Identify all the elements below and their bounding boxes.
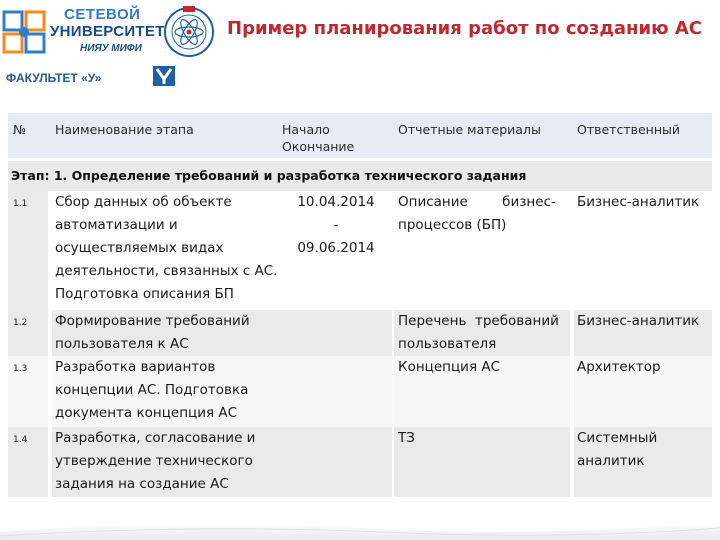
stage-name-line: пользователя к АС — [55, 336, 189, 352]
responsible-line: аналитик — [577, 453, 645, 469]
stage-name-line: Разработка, согласование и — [55, 430, 256, 446]
responsible-line: Бизнес-аналитик — [577, 194, 700, 210]
deliverable-line: Описание бизнес- — [398, 194, 556, 210]
stage-row: Этап: 1. Определение требований и разработка технического задания — [8, 161, 712, 191]
deliverable-line: пользователя — [398, 336, 497, 352]
row-dates — [280, 356, 392, 427]
date-separator: - — [333, 217, 339, 233]
row-responsible — [574, 356, 712, 427]
row-number: 1.2 — [8, 310, 48, 356]
start-date: 10.04.2014 — [297, 194, 375, 210]
row-deliverables — [394, 191, 570, 310]
column-header-end: Окончание — [282, 139, 355, 154]
column-header-number: № — [8, 113, 48, 158]
row-number: 1.4 — [8, 427, 48, 497]
faculty-u-logo-icon — [153, 66, 175, 86]
stage-name-line: автоматизации и — [55, 217, 178, 233]
column-header-responsible: Ответственный — [574, 113, 712, 158]
bottom-decoration — [0, 512, 720, 540]
faculty-label: ФАКУЛЬТЕТ «У» — [6, 71, 102, 85]
university-name — [50, 6, 170, 57]
university-name-line2: УНИВЕРСИТЕТ — [50, 23, 165, 40]
university-name-line3: НИЯУ МИФИ — [80, 43, 142, 54]
column-header-start: Начало — [282, 122, 330, 137]
column-header-dates — [280, 113, 392, 158]
row-responsible — [574, 191, 712, 310]
row-deliverables — [394, 356, 570, 427]
slide-title: Пример планирования работ по созданию АС — [227, 18, 702, 39]
table-row — [8, 191, 712, 310]
responsible-line: Бизнес-аналитик — [577, 313, 700, 329]
row-dates — [280, 310, 392, 356]
row-dates — [280, 427, 392, 497]
university-logo-icon — [2, 10, 46, 54]
row-stage-name — [52, 191, 280, 310]
row-responsible — [574, 310, 712, 356]
stage-name-line: концепции АС. Подготовка — [55, 382, 249, 398]
stage-name-line: утверждение технического — [55, 453, 253, 469]
university-name-line1: СЕТЕВОЙ — [64, 6, 141, 23]
responsible-line: Системный — [577, 430, 658, 446]
deliverable-line: ТЗ — [398, 430, 415, 446]
stage-name-line: задания на создание АС — [55, 476, 229, 492]
row-number: 1.3 — [8, 356, 48, 427]
end-date: 09.06.2014 — [297, 240, 375, 256]
deliverable-line: Концепция АС — [398, 359, 501, 375]
deliverable-line: Перечень требований — [398, 313, 559, 329]
stage-name-line: Разработка вариантов — [55, 359, 216, 375]
table-header-row — [8, 113, 712, 161]
row-stage-name — [52, 427, 280, 497]
table-row — [8, 310, 712, 356]
deliverable-line: процессов (БП) — [398, 217, 507, 233]
row-dates — [280, 191, 392, 310]
table-row — [8, 427, 712, 497]
stage-name-line: документа концепция АС — [55, 405, 238, 421]
column-header-deliverables: Отчетные материалы — [394, 113, 570, 158]
row-number: 1.1 — [8, 191, 48, 310]
responsible-line: Архитектор — [577, 359, 661, 375]
column-header-stage-name: Наименование этапа — [52, 113, 280, 158]
stage-name-line: Формирование требований — [55, 313, 250, 329]
stage-name-line: осуществляемых видах — [55, 240, 224, 256]
row-deliverables — [394, 427, 570, 497]
work-plan-table — [8, 113, 712, 497]
row-stage-name — [52, 310, 280, 356]
university-emblem-icon — [163, 3, 215, 61]
stage-name-line: деятельности, связанных с АС. — [55, 263, 278, 279]
stage-name-line: Подготовка описания БП — [55, 286, 234, 302]
row-stage-name — [52, 356, 280, 427]
row-deliverables — [394, 310, 570, 356]
stage-name-line: Сбор данных об объекте — [55, 194, 232, 210]
row-responsible — [574, 427, 712, 497]
table-row — [8, 356, 712, 427]
